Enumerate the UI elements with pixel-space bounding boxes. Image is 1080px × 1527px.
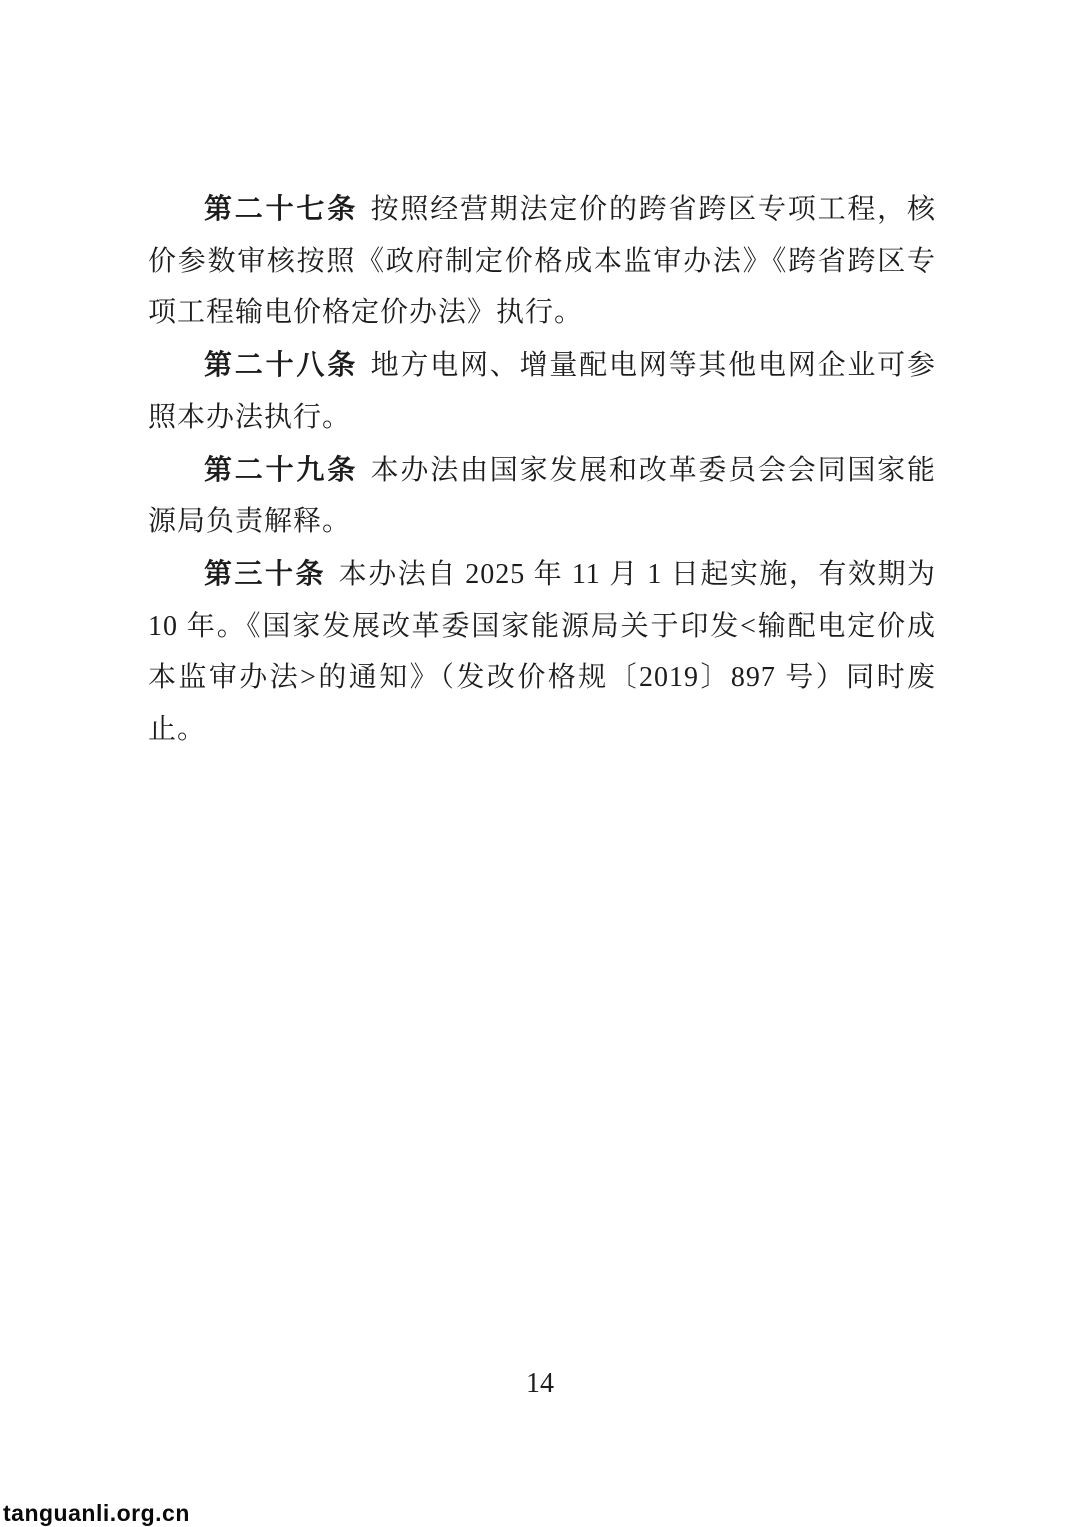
document-body [148, 183, 936, 756]
article-27-text: 按照经营期法定价的跨省跨区专项工程，核价参数审核按照《政府制定价格成本监审办法》《跨省跨区专项工程输电价格定价办法》执行。 [148, 194, 936, 329]
article-27-number: 第二十七条 [204, 193, 358, 224]
article-28-text: 地方电网、增量配电网等其他电网企业可参照本办法执行。 [148, 350, 936, 433]
paragraph-article-28 [148, 339, 936, 443]
page-number: 14 [526, 1368, 554, 1399]
article-28-number: 第二十八条 [204, 349, 358, 381]
paragraph-article-27 [148, 183, 936, 339]
paragraph-article-30 [148, 548, 936, 756]
article-29-text: 本办法由国家发展和改革委员会会同国家能源局负责解释。 [148, 454, 936, 538]
article-30-text: 本办法自 2025 年 11 月 1 日起实施，有效期为 10 年。《国家发展改革委国家能源局关于印发<输配电定价成本监审办法>的通知》（发改价格规〔2019〕897 号）同时废止。 [148, 558, 936, 746]
watermark-site-label: tanguanli.org.cn [3, 1500, 190, 1526]
article-30-number: 第三十条 [204, 557, 327, 589]
paragraph-article-29 [148, 444, 936, 548]
article-29-number: 第二十九条 [204, 453, 358, 485]
